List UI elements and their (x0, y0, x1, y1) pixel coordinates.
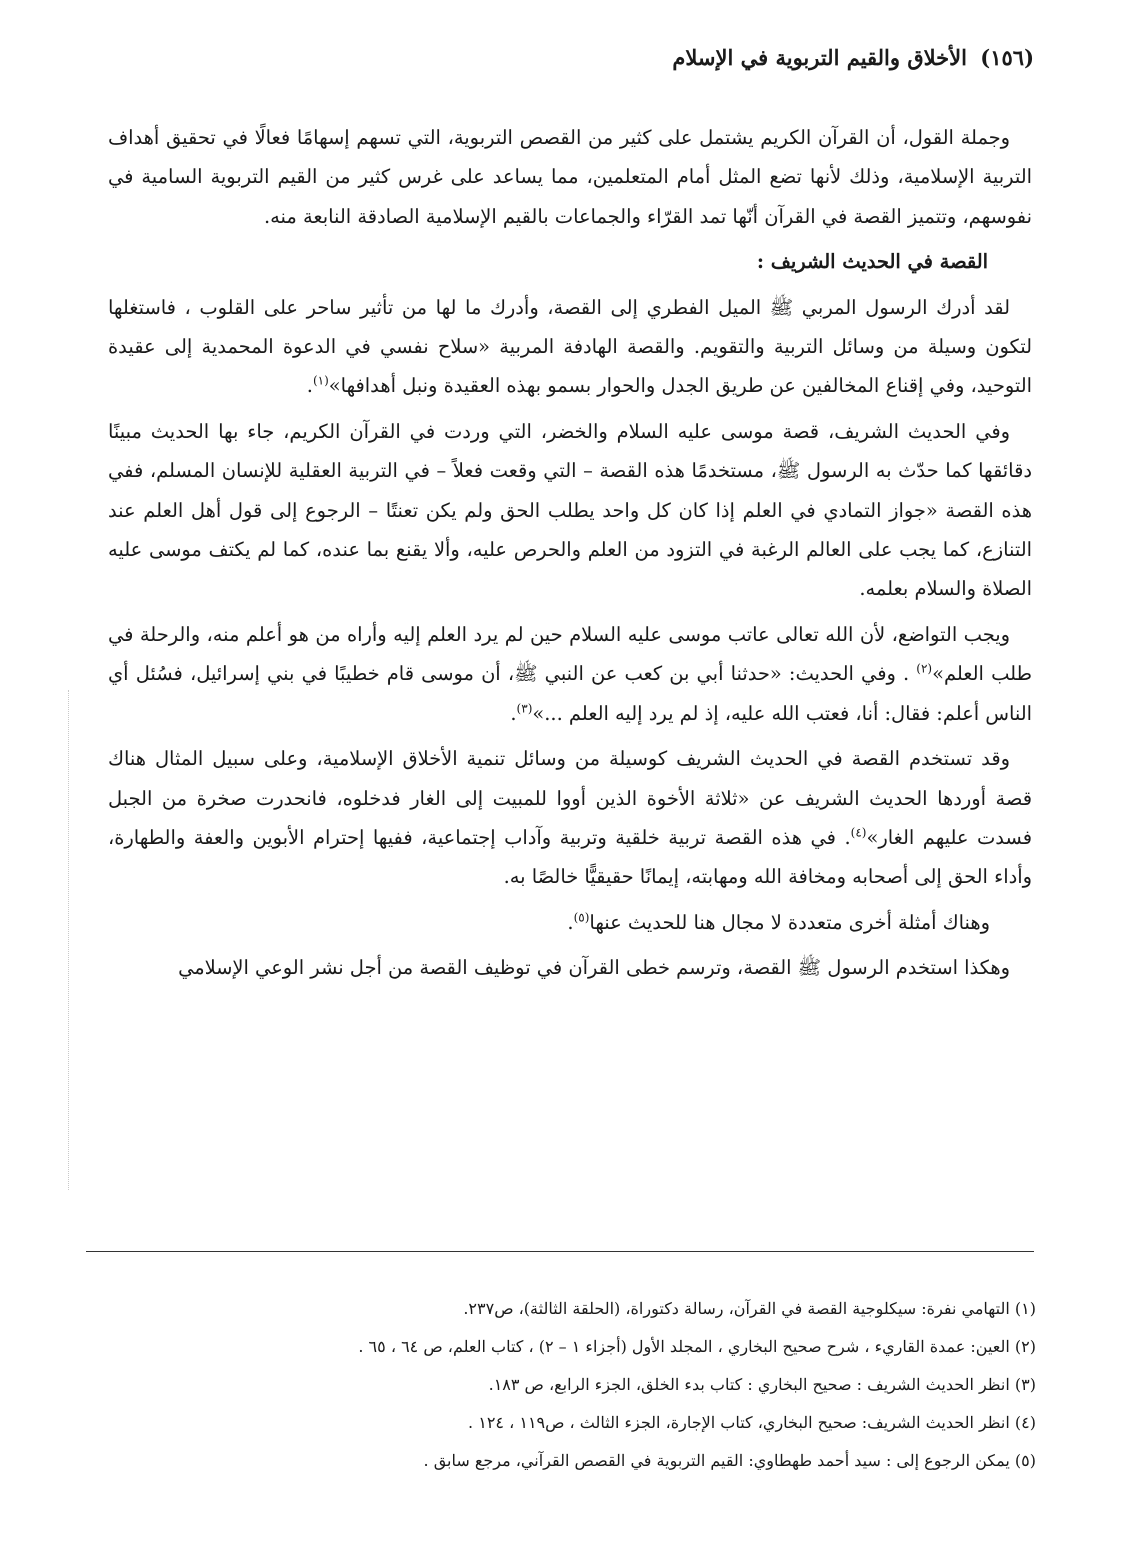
paragraph (108, 412, 1032, 609)
section-heading: القصة في الحديث الشريف : (756, 250, 988, 274)
running-header (110, 44, 1034, 72)
paragraph-tail: . وفي الحديث: «حدثنا أبي بن كعب عن النبي ﷺ، أن موسى قام خطيبًا في بني إسرائيل، فسُئل أي الناس أعلم: فقال: أنا، فعتب الله عليه، إذ لم يرد إليه العلم ...» (108, 662, 1032, 725)
footnote-ref: (٤) (850, 825, 867, 840)
paragraph (108, 948, 1032, 987)
footnotes (110, 1290, 1036, 1480)
paragraph-text: لقد أدرك الرسول المربي ﷺ الميل الفطري إلى القصة، وأدرك ما لها من تأثير ساحر على القلوب ، فاستغلها لتكون وسيلة من وسائل التربية والتقويم. والقصة الهادفة المربية «سلاح نفسي في الدعوة المحمدية إلى عقيدة التوحيد، وفي إقناع المخالفين عن طريق الجدل والحوار بسمو بهذه العقيدة ونبل أهدافها» (108, 295, 1032, 398)
paragraph-text: وفي الحديث الشريف، قصة موسى عليه السلام والخضر، التي وردت في القرآن الكريم، جاء بها الحديث مبينًا دقائقها كما حدّث به الرسول ﷺ، مستخدمًا هذه القصة – التي وقعت فعلاً – في التربية العقلية للإنسان المسلم، ففي هذه القصة «جواز التمادي في العلم إذا كان كل واحد يطلب الحق ولم يكن تعنتًا – الرجوع إلى قول أهل العلم عند التنازع، كما يجب على العالم الرغبة في التزود من العلم والحرص عليه، وألا يقنع بما عنده، كما لم يكتف موسى عليه الصلاة والسلام بعلمه. (108, 419, 1032, 601)
paragraph-text: وجملة القول، أن القرآن الكريم يشتمل على كثير من القصص التربوية، التي تسهم إسهامًا فعالًا في تحقيق أهداف التربية الإسلامية، وذلك لأنها تضع المثل أمام المتعلمين، مما يساعد على غرس كثير من القيم التربوية السامية في نفوسهم، وتتميز القصة في القرآن أنّها تمد القرّاء والجماعات بالقيم الإسلامية الصادقة النابعة منه. (108, 126, 1032, 228)
body-text (108, 118, 1032, 994)
paragraph-text: ويجب التواضع، لأن الله تعالى عاتب موسى عليه السلام حين لم يرد العلم إليه وأراه من هو أعلم منه، والرحلة في طلب العلم» (108, 622, 1032, 686)
footnote-ref: (٣) (516, 701, 533, 716)
scan-margin-mark (68, 690, 71, 1190)
paragraph-tail: . (306, 374, 313, 398)
page-number: (١٥٦) (980, 45, 1034, 70)
paragraph-text: وقد تستخدم القصة في الحديث الشريف كوسيلة من وسائل تنمية الأخلاق الإسلامية، وعلى سبيل المثال هناك قصة أوردها الحديث الشريف عن «ثلاثة الأخوة الذين أووا للمبيت إلى الغار فدخلوه، فانحدرت صخرة من الجبل فسدت عليهم الغار» (108, 747, 1032, 849)
paragraph-text: وهكذا استخدم الرسول ﷺ القصة، وترسم خطى القرآن في توظيف القصة من أجل نشر الوعي الإسلامي (178, 956, 1010, 980)
footnote-3: (٣) انظر الحديث الشريف : صحيح البخاري : كتاب بدء الخلق، الجزء الرابع، ص ١٨٣. (488, 1375, 1036, 1394)
footnote-ref: (١) (312, 373, 329, 388)
book-title: الأخلاق والقيم التربوية في الإسلام (672, 45, 967, 70)
paragraph (108, 288, 1032, 406)
paragraph (108, 739, 1032, 897)
paragraph-text: وهناك أمثلة أخرى متعددة لا مجال هنا للحديث عنها (589, 910, 990, 934)
footnote-4: (٤) انظر الحديث الشريف: صحيح البخاري، كتاب الإجارة، الجزء الثالث ، ص١١٩ ، ١٢٤ . (468, 1413, 1036, 1432)
paragraph (108, 118, 1032, 236)
paragraph-tail: . في هذه القصة تربية خلقية وتربية وآداب إجتماعية، ففيها إحترام الأبوين والعفة والطهارة، وأداء الحق إلى أصحابه ومخافة الله ومهابته، إيمانًا حقيقيًّا خالصًا به. (108, 825, 1032, 889)
paragraph (108, 903, 990, 942)
footnote-ref: (٢) (916, 661, 933, 676)
footnote-1: (١) التهامي نفرة: سيكلوجية القصة في القرآن، رسالة دكتوراة، (الحلقة الثالثة)، ص٢٣٧. (463, 1299, 1036, 1318)
footnote-ref: (٥) (573, 910, 590, 925)
footnote-2: (٢) العين: عمدة القاريء ، شرح صحيح البخاري ، المجلد الأول (أجزاء ١ – ٢) ، كتاب العلم، ص ٦٤ ، ٦٥ . (358, 1337, 1036, 1356)
footnote-5: (٥) يمكن الرجوع إلى : سيد أحمد طهطاوي: القيم التربوية في القصص القرآني، مرجع سابق . (423, 1451, 1036, 1470)
paragraph-tail: . (567, 910, 574, 934)
footnote-separator (86, 1251, 1034, 1252)
paragraph-tail: . (510, 701, 517, 725)
paragraph (108, 615, 1032, 733)
